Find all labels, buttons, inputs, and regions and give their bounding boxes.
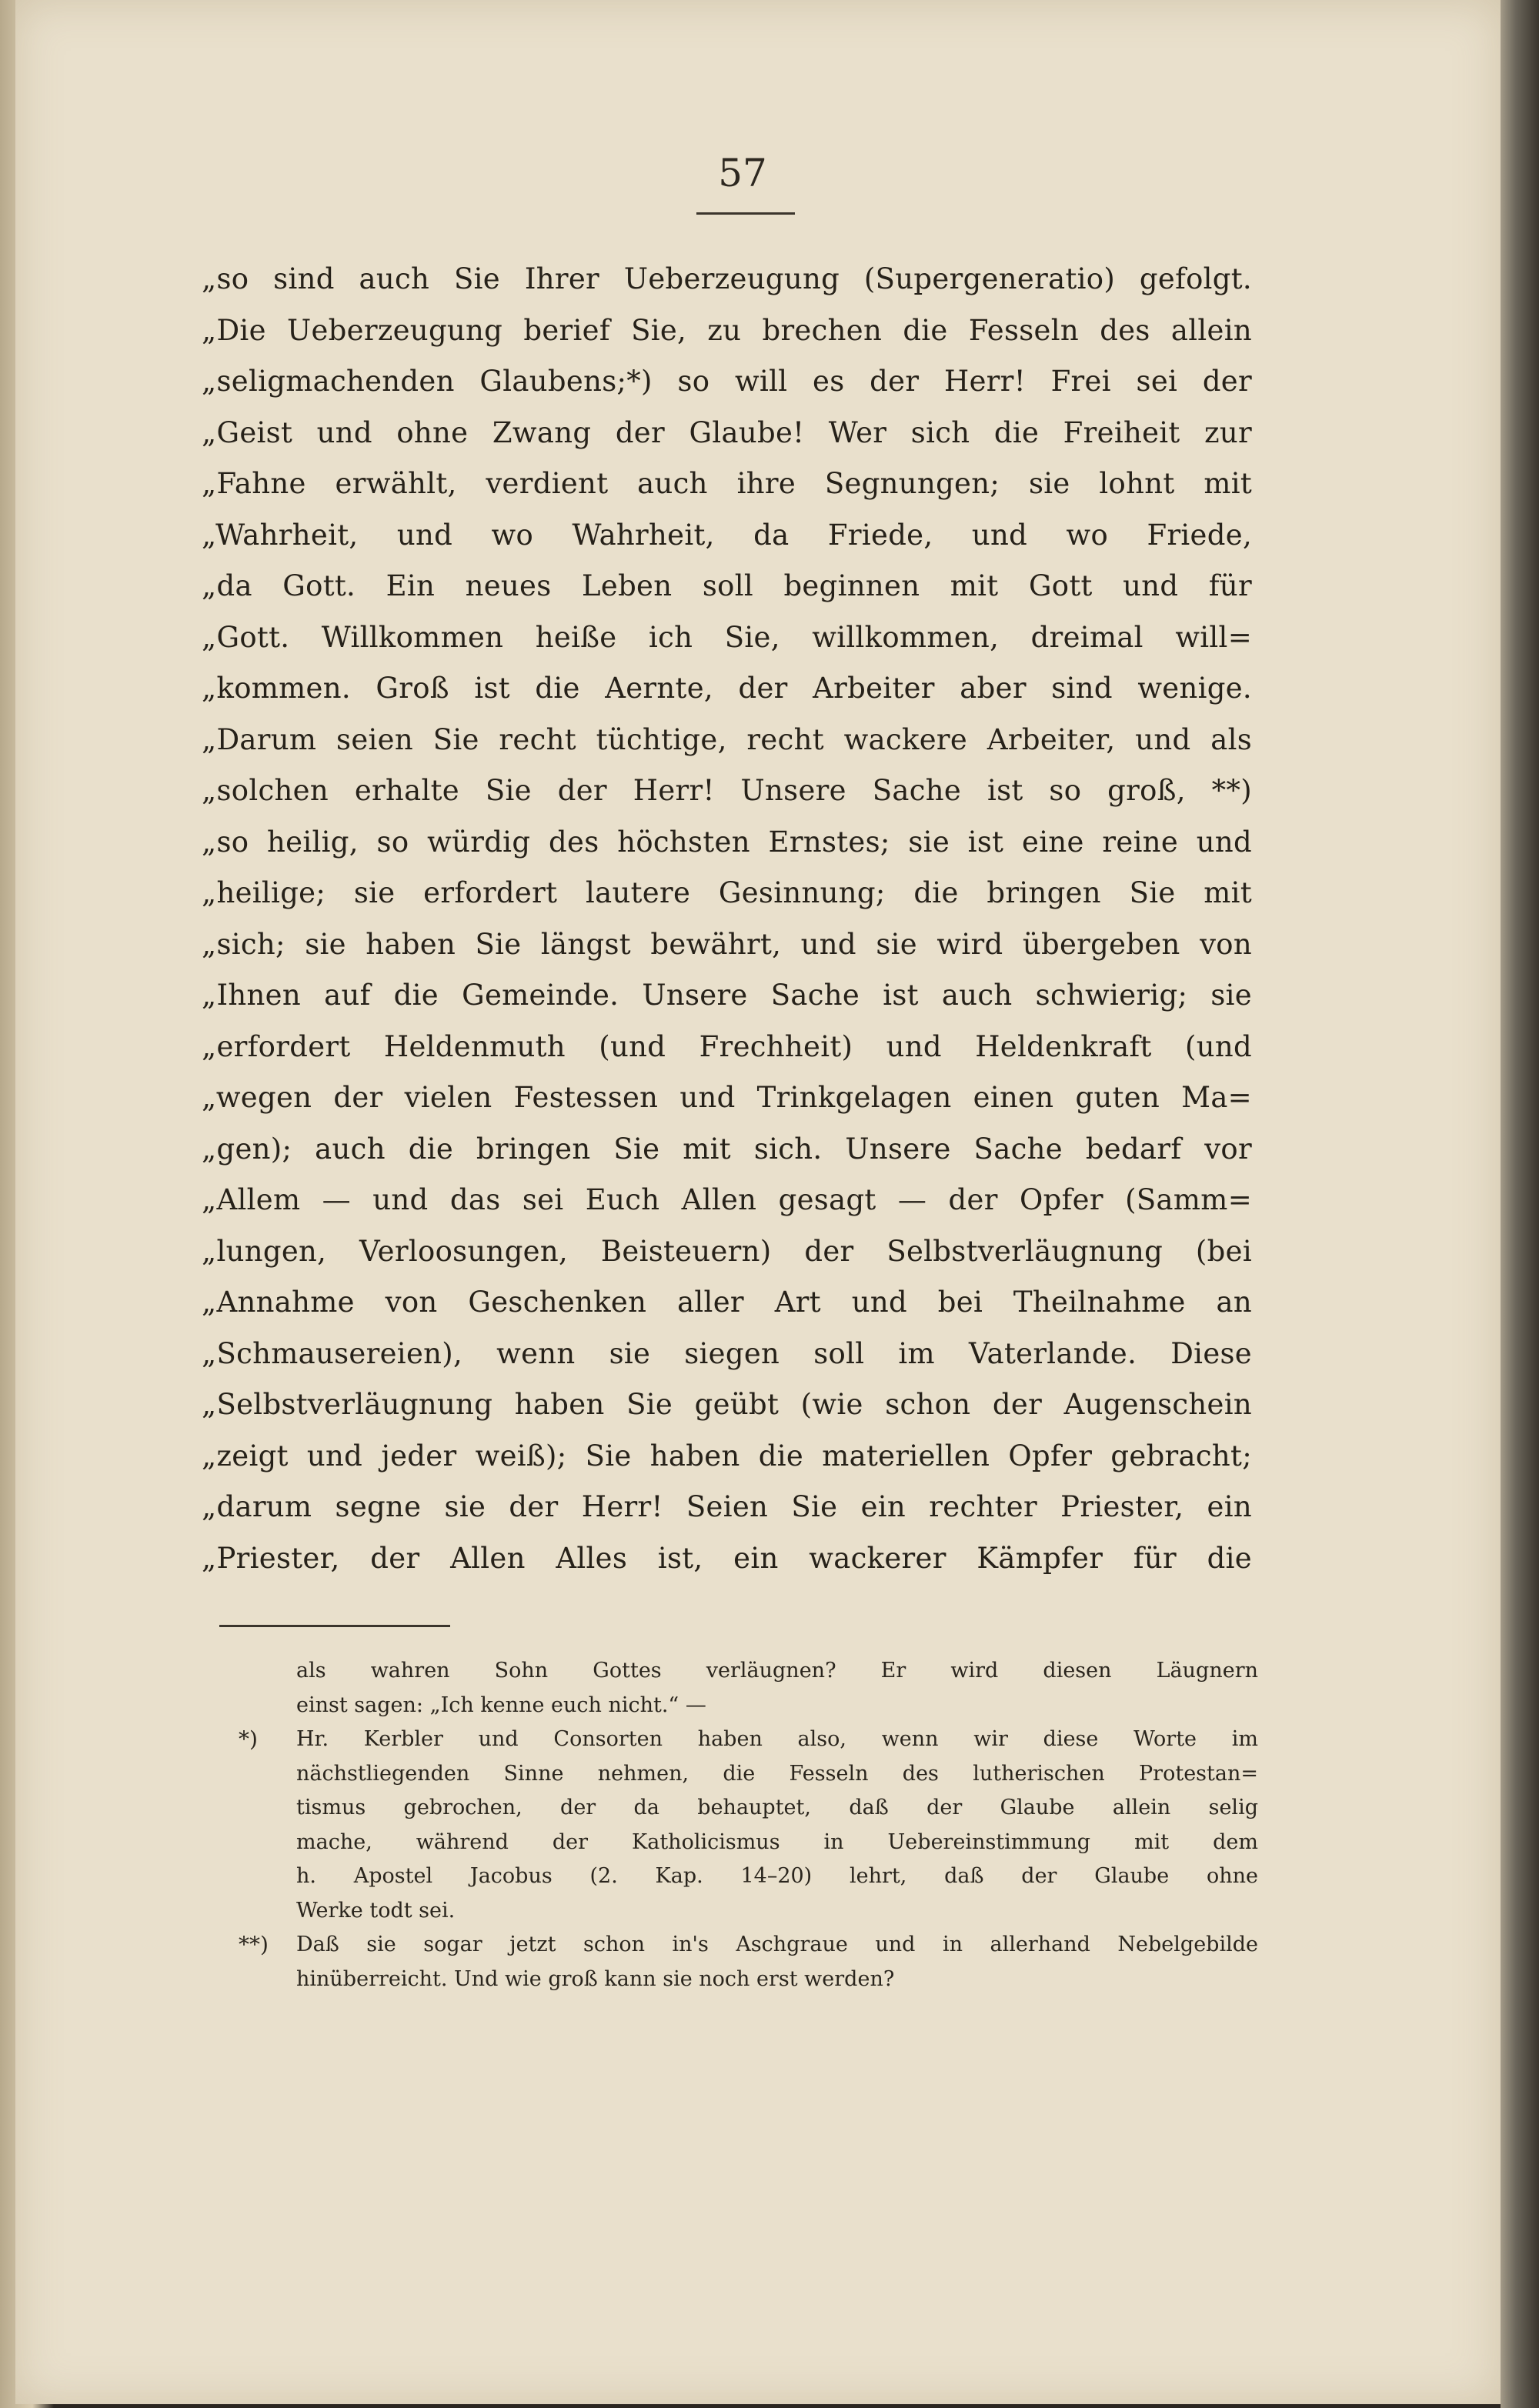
footnote-line: tismus gebrochen, der da behauptet, daß der Glaube allein selig [296, 1796, 1258, 1819]
text-line: „kommen. Groß ist die Aernte, der Arbeiter aber sind wenige. [202, 672, 1252, 705]
footnote-separator [219, 1625, 450, 1627]
footnote-line: nächstliegenden Sinne nehmen, die Fesseln des lutherischen Protestan= [296, 1761, 1258, 1786]
footnote-continuation [215, 1654, 1258, 1723]
text-line: „Darum seien Sie recht tüchtige, recht wackere Arbeiter, und als [202, 722, 1252, 756]
footnote-line: Daß sie sogar jetzt schon in's Aschgraue und in allerhand Nebelgebilde [296, 1933, 1258, 1956]
text-line: „gen); auch die bringen Sie mit sich. Unsere Sache bedarf vor [202, 1132, 1252, 1166]
text-line: „Fahne erwählt, verdient auch ihre Segnungen; sie lohnt mit [202, 467, 1252, 500]
footnote-marker: *) [239, 1726, 258, 1752]
text-line: „da Gott. Ein neues Leben soll beginnen mit Gott und für [202, 569, 1252, 602]
text-line: „Geist und ohne Zwang der Glaube! Wer sich die Freiheit zur [202, 415, 1252, 449]
page-number: 57 [718, 151, 767, 195]
footnote-line: Werke todt sei. [296, 1898, 456, 1923]
footnote-line: mache, während der Katholicismus in Uebereinstimmung mit dem [296, 1829, 1258, 1854]
body-text [202, 254, 1252, 1584]
text-line: „Die Ueberzeugung berief Sie, zu brechen die Fesseln des allein [202, 313, 1252, 347]
page-edge-shadow [1501, 0, 1539, 2408]
footnote-line: Hr. Kerbler und Consorten haben also, wenn wir diese Worte im [296, 1727, 1258, 1751]
text-line: „sich; sie haben Sie längst bewährt, und sie wird übergeben von [202, 927, 1252, 961]
text-line: „Gott. Willkommen heiße ich Sie, willkommen, dreimal will= [202, 620, 1252, 654]
text-line: „Priester, der Allen Alles ist, ein wackerer Kämpfer für die [202, 1541, 1252, 1575]
text-line: „wegen der vielen Festessen und Trinkgelagen einen guten Ma= [202, 1081, 1252, 1114]
footnote-1 [215, 1723, 1258, 1928]
text-line: „heilige; sie erfordert lautere Gesinnung; die bringen Sie mit [202, 876, 1252, 909]
text-line: „zeigt und jeder weiß); Sie haben die materiellen Opfer gebracht; [202, 1439, 1252, 1472]
footnote-marker: **) [239, 1932, 269, 1957]
text-line: „lungen, Verloosungen, Beisteuern) der Selbstverläugnung (bei [202, 1234, 1252, 1268]
text-line: „Selbstverläugnung haben Sie geübt (wie schon der Augenschein [202, 1388, 1252, 1421]
footnotes [215, 1654, 1258, 1996]
text-line: „darum segne sie der Herr! Seien Sie ein rechter Priester, ein [202, 1490, 1252, 1523]
footnote-line: als wahren Sohn Gottes verläugnen? Er wird diesen Läugnern [296, 1659, 1258, 1683]
text-line: „Annahme von Geschenken aller Art und bei Theilnahme an [202, 1286, 1252, 1319]
text-line: „solchen erhalte Sie der Herr! Unsere Sache ist so groß, **) [202, 774, 1252, 807]
footnote-line: hinüberreicht. Und wie groß kann sie noch erst werden? [296, 1966, 895, 1991]
text-line: „Ihnen auf die Gemeinde. Unsere Sache ist auch schwierig; sie [202, 979, 1252, 1012]
footnote-line: einst sagen: „Ich kenne euch nicht.“ — [296, 1693, 706, 1717]
text-line: „so heilig, so würdig des höchsten Ernstes; sie ist eine reine und [202, 825, 1252, 859]
footnote-2 [215, 1928, 1258, 1996]
text-line: „Schmausereien), wenn sie siegen soll im Vaterlande. Diese [202, 1336, 1252, 1370]
text-line: „erfordert Heldenmuth (und Frechheit) und Heldenkraft (und [202, 1029, 1252, 1063]
text-line: „Allem — und das sei Euch Allen gesagt — der Opfer (Samm= [202, 1183, 1252, 1216]
text-line: „Wahrheit, und wo Wahrheit, da Friede, und wo Friede, [202, 518, 1252, 552]
text-line: „so sind auch Sie Ihrer Ueberzeugung (Supergeneratio) gefolgt. [202, 262, 1252, 295]
header-rule [696, 212, 795, 215]
footnote-line: h. Apostel Jacobus (2. Kap. 14–20) lehrt, daß der Glaube ohne [296, 1864, 1258, 1888]
text-line: „seligmachenden Glaubens;*) so will es der Herr! Frei sei der [202, 365, 1252, 398]
page-header [693, 151, 793, 195]
